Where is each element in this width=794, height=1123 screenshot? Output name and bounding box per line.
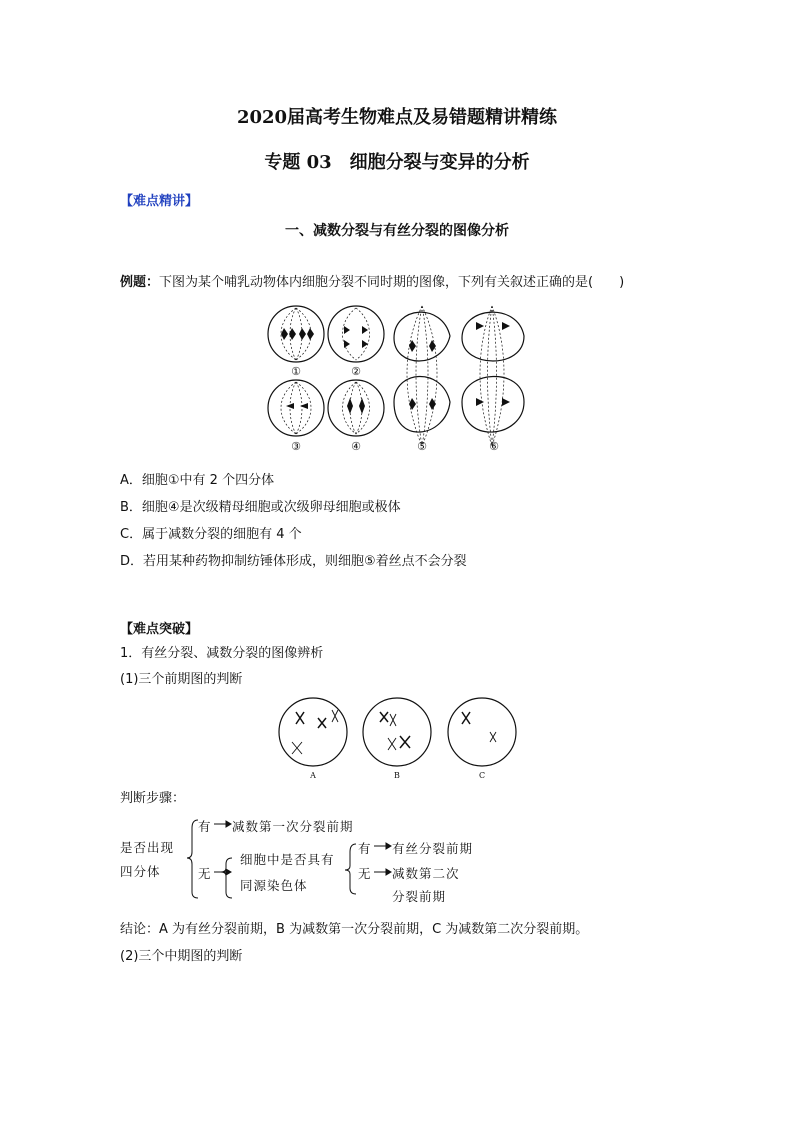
item-1-heading: 1．有丝分裂、减数分裂的图像辨析 xyxy=(120,646,324,661)
cell-3-outline xyxy=(268,380,324,436)
option-a: A．细胞①中有 2 个四分体 xyxy=(120,473,275,488)
document-subtitle: 专题 03 细胞分裂与变异的分析 xyxy=(264,152,530,173)
brace-3 xyxy=(345,844,356,894)
cell-2-outline xyxy=(328,306,384,362)
chromosome-a1 xyxy=(296,712,304,724)
document-title: 2020届高考生物难点及易错题精讲精练 xyxy=(236,107,558,128)
flow-yes-result: 减数第一次分裂前期 xyxy=(232,819,354,834)
flow-question-line1: 细胞中是否具有 xyxy=(240,852,335,867)
flow-no2: 无 xyxy=(358,866,372,881)
figure-label-c: C xyxy=(478,771,486,780)
cell-b-outline xyxy=(363,698,431,766)
section-heading: 一、减数分裂与有丝分裂的图像分析 xyxy=(285,223,509,239)
chromosome-b1 xyxy=(380,712,388,722)
flow-no: 无 xyxy=(198,866,212,881)
cell-4-outline xyxy=(328,380,384,436)
cell-6-bottom xyxy=(462,376,524,432)
chromosome-a2 xyxy=(318,718,326,728)
section-tag-breakthrough: 【难点突破】 xyxy=(120,622,199,637)
flow-root-line2: 四分体 xyxy=(120,864,161,879)
example-question xyxy=(120,271,624,290)
figure-label-b: B xyxy=(394,771,400,780)
brace-1 xyxy=(187,820,198,898)
option-b: B．细胞④是次级精母细胞或次级卵母细胞或极体 xyxy=(120,500,401,515)
example-question-text: 下图为某个哺乳动物体内细胞分裂不同时期的图像，下列有关叙述正确的是( ) xyxy=(159,275,625,290)
prophase-figure xyxy=(272,696,522,782)
section-tag-key-points: 【难点精讲】 xyxy=(120,194,199,209)
option-d: D．若用某种药物抑制纺锤体形成，则细胞⑤着丝点不会分裂 xyxy=(120,554,467,569)
chromosome-c1 xyxy=(462,712,470,724)
flow-yes2-result: 有丝分裂前期 xyxy=(392,841,474,856)
chromosome-b3 xyxy=(390,714,396,726)
flow-yes2: 有 xyxy=(358,841,372,856)
cell-5-bottom xyxy=(394,376,450,432)
figure-label-3: ③ xyxy=(291,440,301,453)
figure-label-a: A xyxy=(310,771,316,780)
bracket-2 xyxy=(221,858,232,898)
chromosome-b4 xyxy=(388,738,396,750)
conclusion: 结论：A 为有丝分裂前期，B 为减数第一次分裂前期，C 为减数第二次分裂前期。 xyxy=(120,922,589,937)
cell-5-top xyxy=(394,312,450,361)
flow-yes: 有 xyxy=(198,819,212,834)
sub-1-heading: (1)三个前期图的判断 xyxy=(120,672,243,687)
flow-question-line2: 同源染色体 xyxy=(240,878,308,893)
figure-label-1: ① xyxy=(291,365,301,378)
figure-label-4: ④ xyxy=(351,440,361,453)
chromosome-b2 xyxy=(400,736,410,748)
option-c: C．属于减数分裂的细胞有 4 个 xyxy=(120,527,302,542)
chromosome-c2 xyxy=(490,732,496,742)
cell-a-outline xyxy=(279,698,347,766)
flow-no2-result-line2: 分裂前期 xyxy=(392,889,447,904)
figure-label-6: ⑥ xyxy=(489,440,499,453)
sub-2-heading: (2)三个中期图的判断 xyxy=(120,949,243,964)
flow-root-line1: 是否出现 xyxy=(120,840,175,855)
figure-label-2: ② xyxy=(351,365,361,378)
steps-label: 判断步骤： xyxy=(120,791,186,806)
chromosome-a3 xyxy=(332,710,338,722)
cell-division-figure xyxy=(262,298,534,458)
flow-no2-result-line1: 减数第二次 xyxy=(392,866,460,881)
cell-c-outline xyxy=(448,698,516,766)
figure-label-5: ⑤ xyxy=(417,440,427,453)
cell-6-top xyxy=(462,312,524,361)
example-label: 例题： xyxy=(120,275,160,290)
chromosome-a4 xyxy=(292,742,302,754)
